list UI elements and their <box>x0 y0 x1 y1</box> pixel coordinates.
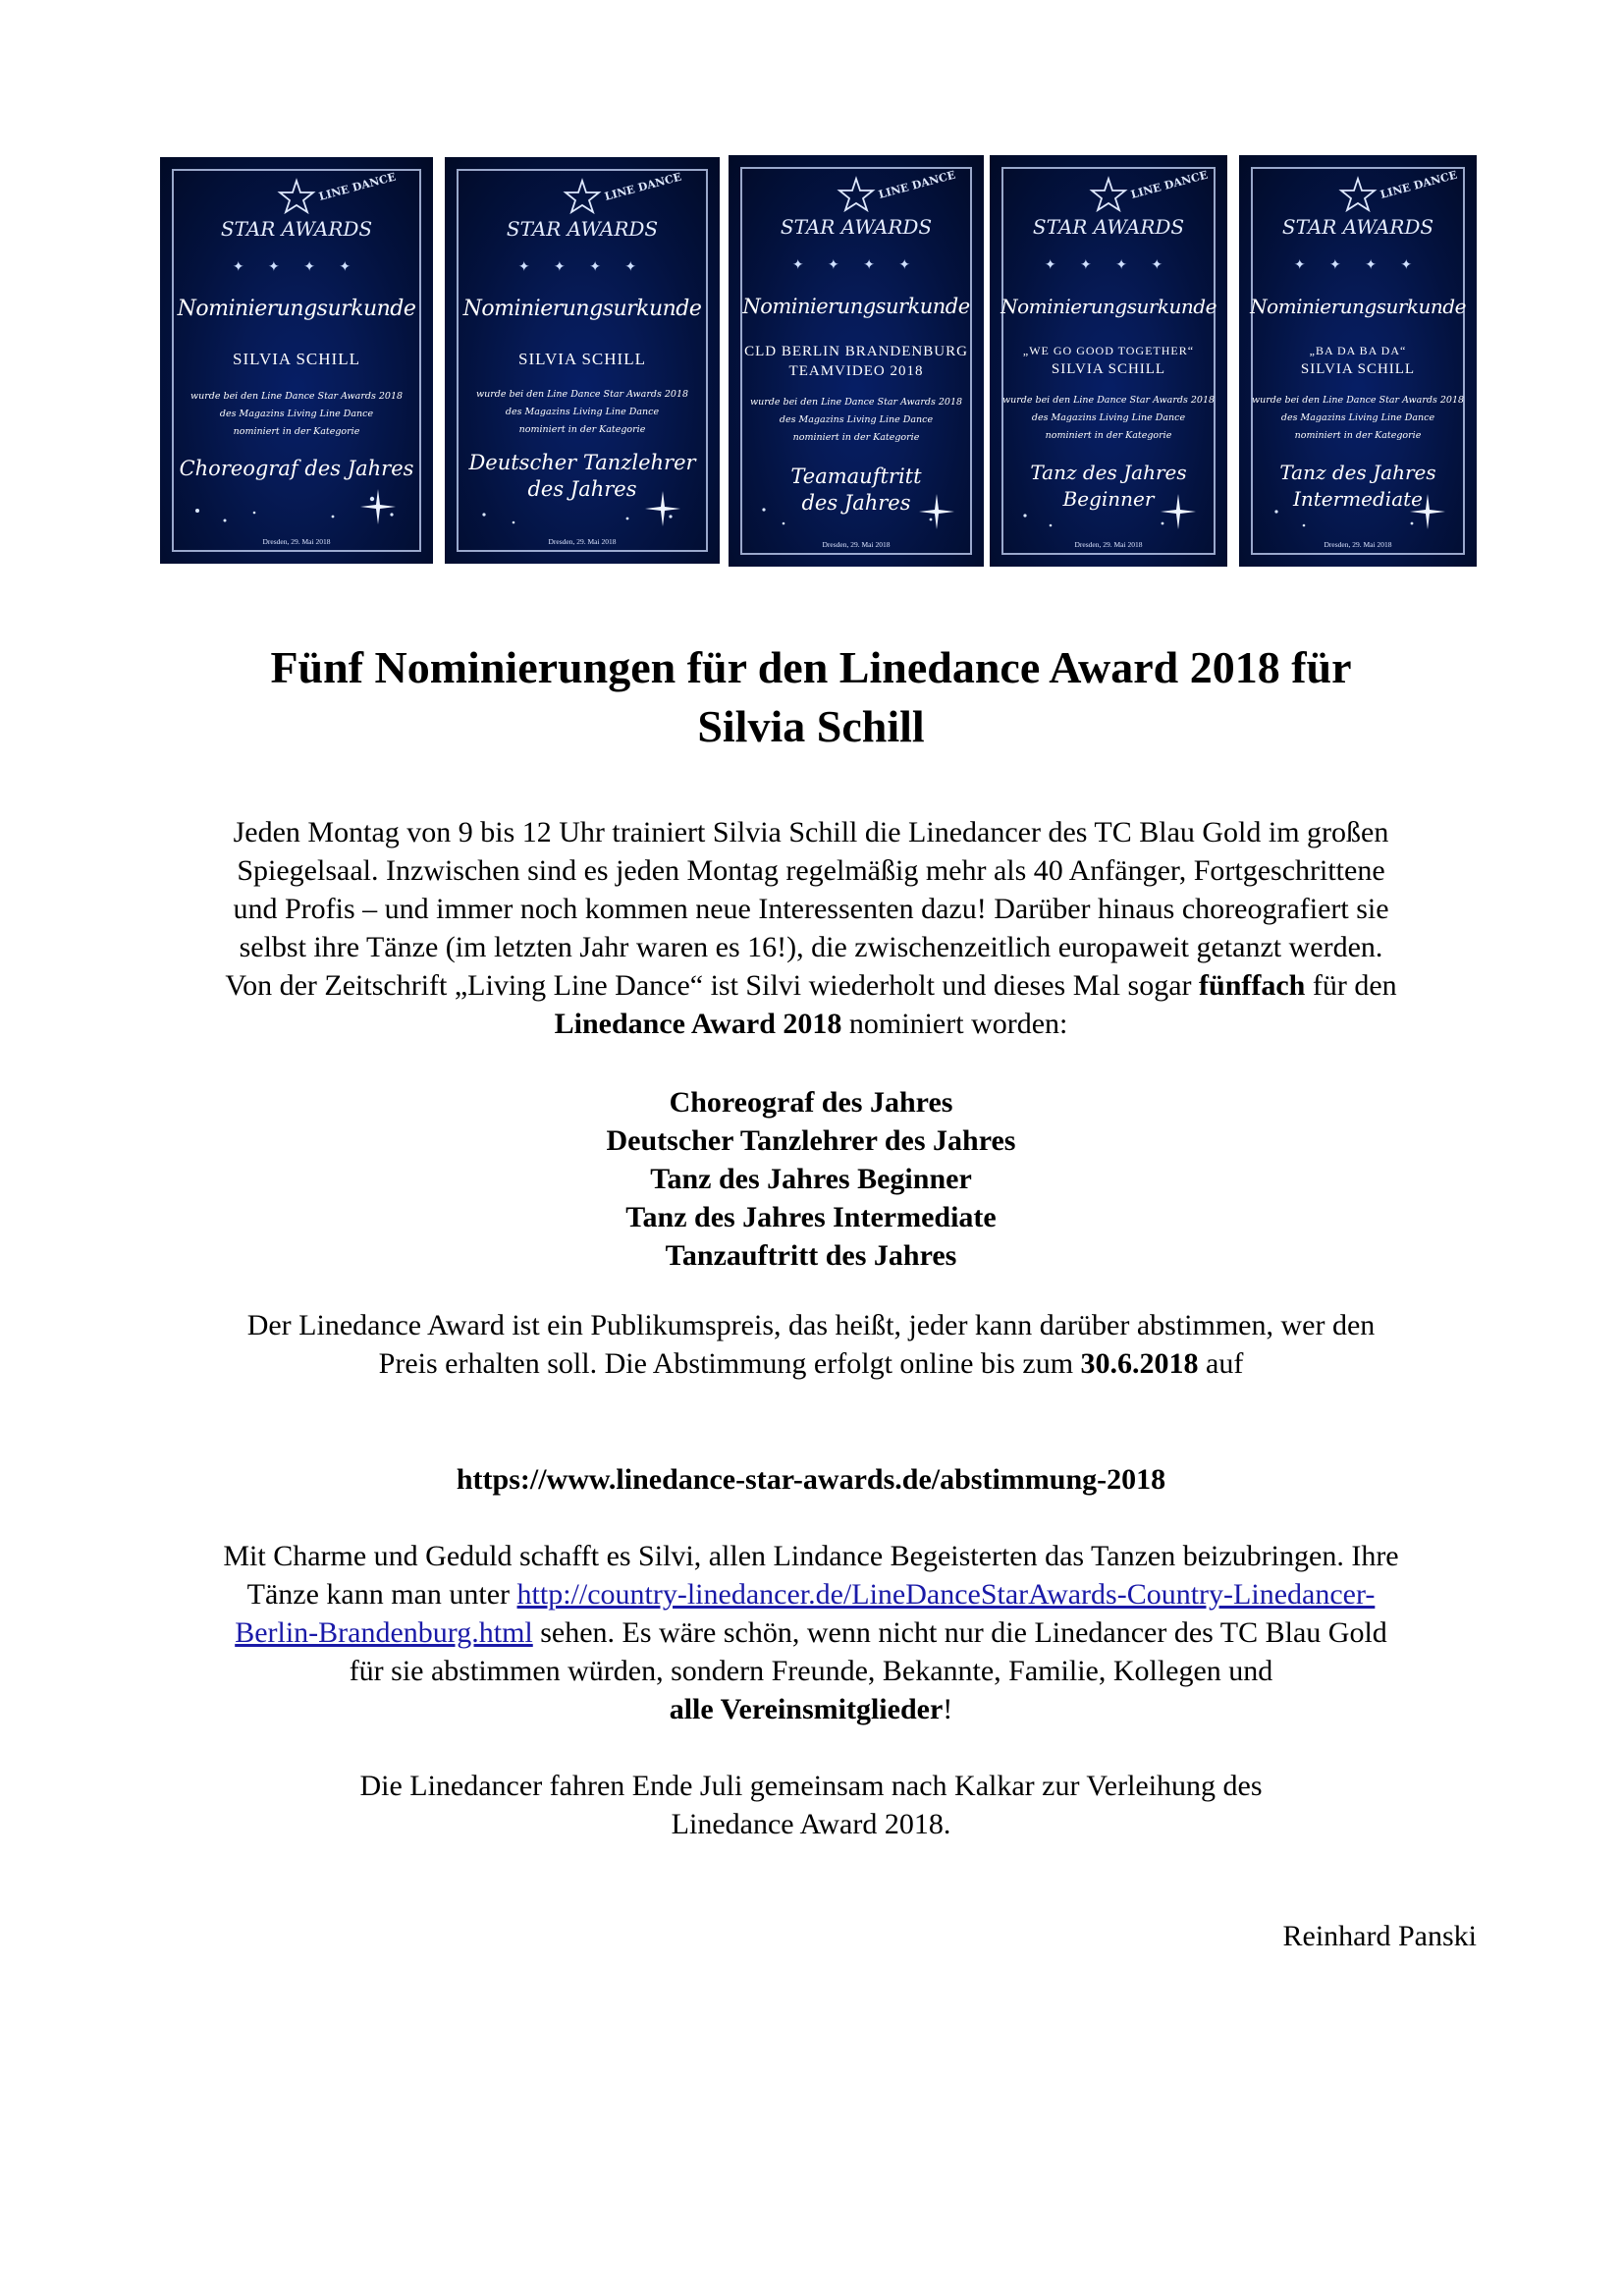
nomination-categories <box>137 1083 1485 1275</box>
text-line <box>137 1344 1485 1383</box>
certificate-date: Dresden, 29. Mai 2018 <box>262 537 331 546</box>
description-line: wurde bei den Line Dance Star Awards 2018 <box>475 389 689 400</box>
star-awards-logo <box>160 170 433 244</box>
video-link-part2[interactable]: Berlin-Brandenburg.html <box>235 1616 533 1649</box>
logo-line2: STAR AWARDS <box>506 217 659 241</box>
category-line: Choreograf des Jahres <box>179 457 414 480</box>
logo-line1: LINE DANCE <box>603 170 683 203</box>
category-line: des Jahres <box>801 491 911 515</box>
text-line <box>137 966 1485 1005</box>
closing-paragraph <box>137 1767 1485 1843</box>
description-line: des Magazins Living Line Dance <box>1280 412 1435 423</box>
sparkle-decoration <box>186 487 407 534</box>
description-line: nominiert in der Kategorie <box>792 432 920 443</box>
star-awards-logo <box>1239 168 1477 242</box>
logo-line1: LINE DANCE <box>877 168 957 201</box>
text-line: Spiegelsaal. Inzwischen sind es jeden Montag regelmäßig mehr als 40 Anfänger, Fortgeschrittene <box>237 854 1385 887</box>
voting-paragraph <box>137 1306 1485 1383</box>
category-item: Tanz des Jahres Intermediate <box>625 1201 997 1233</box>
nominee-name: TEAMVIDEO 2018 <box>788 363 924 379</box>
page-title <box>137 638 1485 756</box>
description-line: wurde bei den Line Dance Star Awards 2018 <box>1251 395 1465 406</box>
category-item: Tanzauftritt des Jahres <box>665 1239 957 1272</box>
text-span: Tänze kann man unter <box>246 1578 517 1611</box>
certificate-heading: Nominierungsurkunde <box>462 297 702 321</box>
text-span: Preis erhalten soll. Die Abstimmung erfolgt online bis zum <box>378 1347 1081 1380</box>
text-line: Mit Charme und Geduld schafft es Silvi, allen Lindance Begeisterten das Tanzen beizubringen. Ihre <box>223 1540 1399 1572</box>
deadline-date: 30.6.2018 <box>1080 1347 1199 1380</box>
description-line: nominiert in der Kategorie <box>1045 430 1172 441</box>
certificate-3 <box>729 155 984 567</box>
category-line: Teamauftritt <box>790 465 922 488</box>
category-line: des Jahres <box>527 477 637 501</box>
text-line <box>137 1613 1485 1652</box>
star-awards-logo <box>445 170 720 244</box>
text-line <box>137 1575 1485 1613</box>
description-line: des Magazins Living Line Dance <box>505 407 660 417</box>
voting-url: https://www.linedance-star-awards.de/abstimmung-2018 <box>456 1463 1166 1496</box>
description-line: nominiert in der Kategorie <box>518 424 646 435</box>
text-span: für den <box>1305 969 1397 1002</box>
logo-line2: STAR AWARDS <box>780 215 933 239</box>
logo-line2: STAR AWARDS <box>1281 215 1434 239</box>
logo-line1: LINE DANCE <box>1379 168 1459 201</box>
support-paragraph <box>137 1537 1485 1728</box>
certificate-heading: Nominierungsurkunde <box>742 295 970 318</box>
certificate-date: Dresden, 29. Mai 2018 <box>822 540 891 549</box>
certificate-1 <box>160 157 433 564</box>
text-line: Jeden Montag von 9 bis 12 Uhr trainiert Silvia Schill die Linedancer des TC Blau Gold im großen <box>233 816 1389 848</box>
category-item: Deutscher Tanzlehrer des Jahres <box>606 1124 1016 1157</box>
description-line: des Magazins Living Line Dance <box>1031 412 1186 423</box>
text-line: selbst ihre Tänze (im letzten Jahr waren es 16!), die zwischenzeitlich europaweit getanzt werden. <box>239 931 1383 963</box>
intro-paragraph <box>137 813 1485 1043</box>
emphasis-text: Linedance Award 2018 <box>554 1008 842 1040</box>
sparkle-decoration: ✦ ✦ ✦ ✦ <box>791 257 921 273</box>
text-line: Linedance Award 2018. <box>671 1808 951 1840</box>
nominee-name: SILVIA SCHILL <box>233 350 360 368</box>
text-span: ! <box>943 1693 953 1725</box>
category-line: Tanz des Jahres <box>1030 461 1187 484</box>
certificate-date: Dresden, 29. Mai 2018 <box>548 537 617 546</box>
video-link-part1[interactable]: http://country-linedancer.de/LineDanceStarAwards-Country-Linedancer- <box>516 1578 1376 1611</box>
sparkle-decoration <box>754 490 958 537</box>
nominee-name: SILVIA SCHILL <box>1051 361 1166 377</box>
sparkle-decoration: ✦ ✦ ✦ ✦ <box>1044 257 1173 273</box>
text-line <box>137 1005 1485 1043</box>
certificate-heading: Nominierungsurkunde <box>1250 295 1466 318</box>
category-item: Tanz des Jahres Beginner <box>650 1163 972 1195</box>
logo-line1: LINE DANCE <box>317 170 398 203</box>
sparkle-decoration: ✦ ✦ ✦ ✦ <box>1293 257 1423 273</box>
author-signature: Reinhard Panski <box>1282 1920 1477 1952</box>
description-line: wurde bei den Line Dance Star Awards 2018 <box>189 391 404 402</box>
logo-line2: STAR AWARDS <box>1032 215 1185 239</box>
title-line: Fünf Nominierungen für den Linedance Award 2018 für <box>270 642 1352 692</box>
text-span: nominiert worden: <box>841 1008 1068 1040</box>
text-span: Von der Zeitschrift „Living Line Dance“ ist Silvi wiederholt und dieses Mal sogar <box>225 969 1200 1002</box>
certificate-2 <box>445 157 720 564</box>
certificate-5 <box>1239 155 1477 567</box>
description-line: nominiert in der Kategorie <box>1294 430 1422 441</box>
nominee-name: „WE GO GOOD TOGETHER“ <box>1022 344 1195 357</box>
logo-line2: STAR AWARDS <box>220 217 373 241</box>
nominee-name: SILVIA SCHILL <box>518 350 646 368</box>
description-line: des Magazins Living Line Dance <box>219 409 374 419</box>
certificate-date: Dresden, 29. Mai 2018 <box>1074 540 1143 549</box>
star-awards-logo <box>990 168 1227 242</box>
text-line: für sie abstimmen würden, sondern Freunde, Bekannte, Familie, Kollegen und <box>349 1655 1273 1687</box>
sparkle-decoration: ✦ ✦ ✦ ✦ <box>517 259 647 275</box>
description-line: wurde bei den Line Dance Star Awards 2018 <box>749 397 963 408</box>
nominee-name: CLD BERLIN BRANDENBURG <box>744 344 968 359</box>
category-item: Choreograf des Jahres <box>669 1086 953 1119</box>
text-line: und Profis – und immer noch kommen neue Interessenten dazu! Darüber hinaus choreografiert sie <box>233 893 1389 925</box>
category-line: Tanz des Jahres <box>1279 461 1436 484</box>
certificate-date: Dresden, 29. Mai 2018 <box>1324 540 1392 549</box>
category-line: Intermediate <box>1292 487 1423 511</box>
description-line: wurde bei den Line Dance Star Awards 2018 <box>1001 395 1216 406</box>
star-awards-logo <box>729 168 984 242</box>
logo-line1: LINE DANCE <box>1129 168 1210 201</box>
certificate-heading: Nominierungsurkunde <box>1000 295 1216 318</box>
sparkle-decoration: ✦ ✦ ✦ ✦ <box>232 259 361 275</box>
emphasis-text: fünffach <box>1199 969 1306 1002</box>
text-span: auf <box>1198 1347 1244 1380</box>
description-line: des Magazins Living Line Dance <box>779 414 934 425</box>
text-line: Die Linedancer fahren Ende Juli gemeinsam nach Kalkar zur Verleihung des <box>359 1770 1263 1802</box>
text-line <box>137 1690 1485 1728</box>
description-line: nominiert in der Kategorie <box>233 426 360 437</box>
certificate-heading: Nominierungsurkunde <box>177 297 416 321</box>
category-line: Beginner <box>1062 487 1155 511</box>
sparkle-decoration <box>470 487 694 534</box>
nominee-name: „BA DA BA DA“ <box>1309 344 1407 357</box>
certificate-4 <box>990 155 1227 567</box>
sparkle-decoration <box>1015 490 1202 537</box>
sparkle-decoration <box>1265 490 1451 537</box>
nominee-name: SILVIA SCHILL <box>1300 361 1416 377</box>
category-line: Deutscher Tanzlehrer <box>468 451 696 474</box>
emphasis-text: alle Vereinsmitglieder <box>669 1693 944 1725</box>
title-line: Silvia Schill <box>697 701 925 751</box>
text-line: Der Linedance Award ist ein Publikumspreis, das heißt, jeder kann darüber abstimmen, wer den <box>246 1309 1376 1341</box>
text-span: sehen. Es wäre schön, wenn nicht nur die Linedancer des TC Blau Gold <box>532 1616 1387 1649</box>
